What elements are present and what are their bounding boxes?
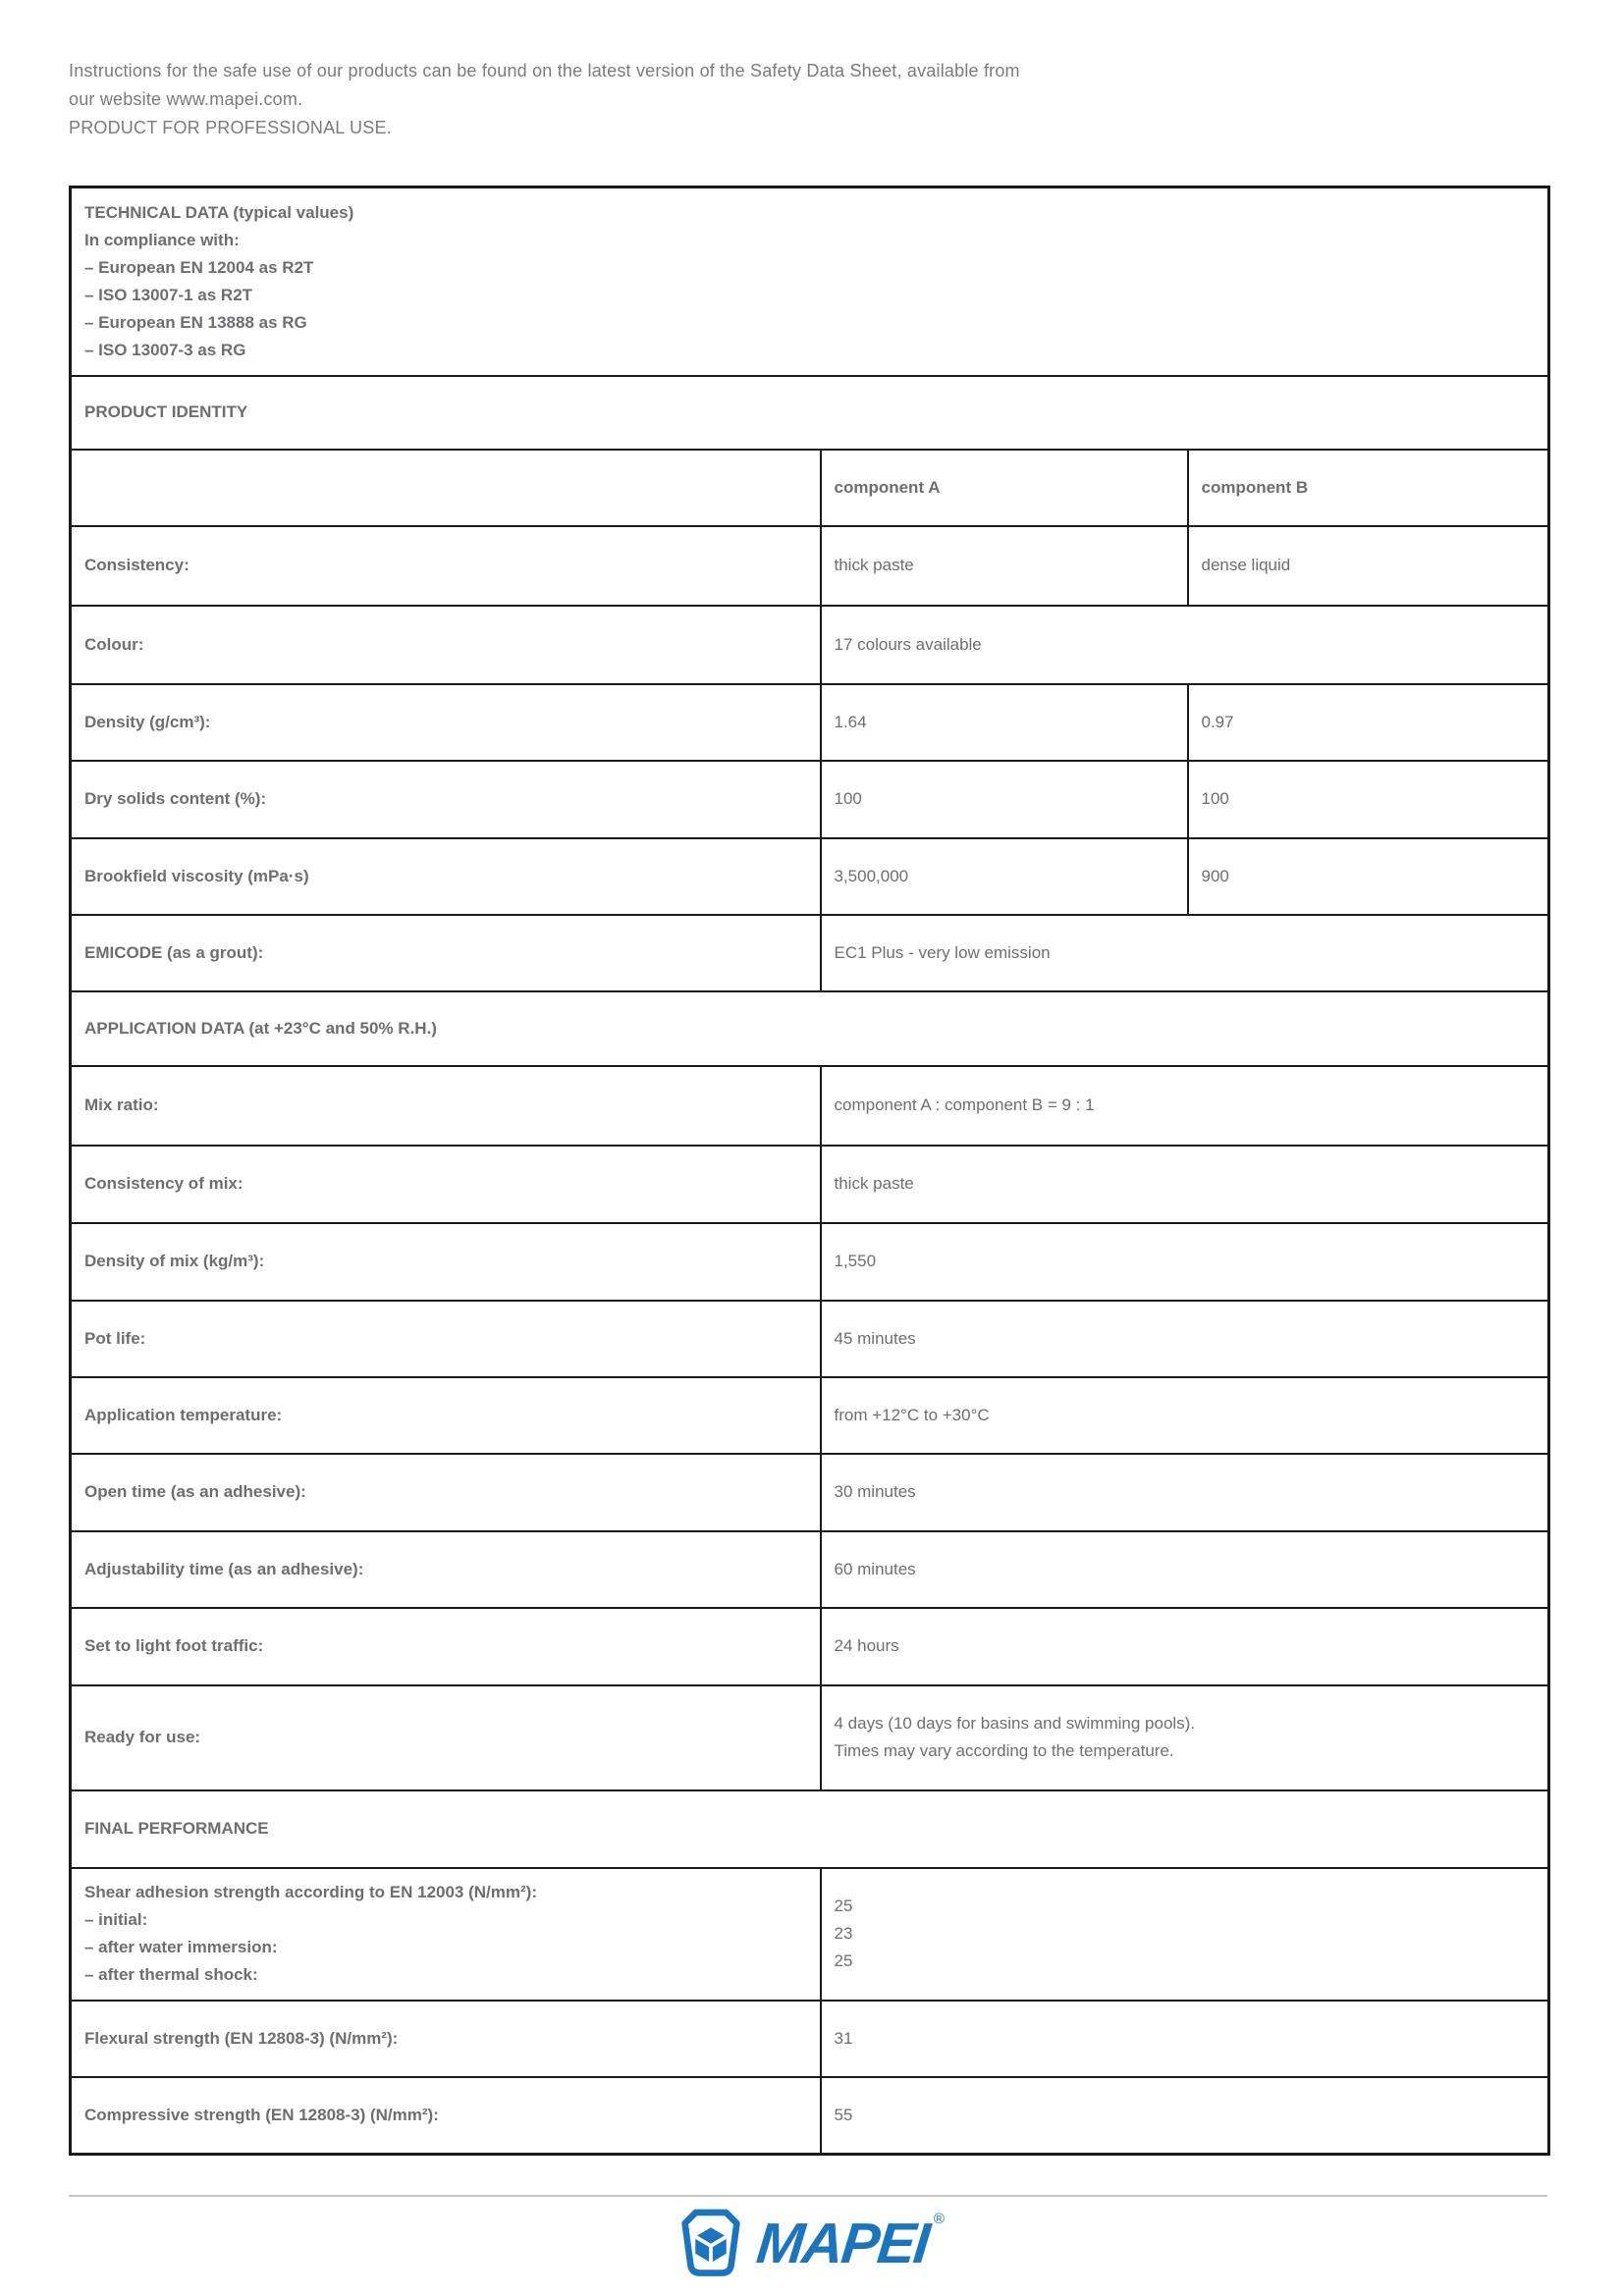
row-value-b: 900 <box>1188 838 1549 915</box>
row-value: EC1 Plus - very low emission <box>821 915 1549 991</box>
table-row-set-to-light-foot-traffic <box>71 1608 1549 1685</box>
table-row-mix-ratio <box>71 1066 1549 1146</box>
row-value <box>821 1868 1549 2001</box>
table-row-dry-solids <box>71 761 1549 838</box>
table-row-application-temperature <box>71 1377 1549 1454</box>
row-label: Consistency of mix: <box>71 1146 821 1223</box>
row-label: Density (g/cm³): <box>71 684 821 761</box>
row-label: Brookfield viscosity (mPa·s) <box>71 838 821 915</box>
row-label: Set to light foot traffic: <box>71 1608 821 1685</box>
table-row-open-time <box>71 1454 1549 1531</box>
row-value: thick paste <box>821 1146 1549 1223</box>
section-header-row <box>71 991 1549 1066</box>
row-label: Pot life: <box>71 1301 821 1377</box>
technical-data-line: – European EN 13888 as RG <box>84 312 307 332</box>
row-value: 60 minutes <box>821 1531 1549 1608</box>
row-label-line: Shear adhesion strength according to EN 12003 (N/mm²): <box>84 1883 537 1901</box>
section-title-application-data: APPLICATION DATA (at +23°C and 50% R.H.) <box>71 991 1549 1066</box>
section-title-product-identity: PRODUCT IDENTITY <box>71 376 1549 450</box>
row-label: Density of mix (kg/m³): <box>71 1223 821 1301</box>
table-row-component-headers <box>71 450 1549 526</box>
row-value-line: 25 <box>834 1951 853 1970</box>
row-value <box>821 1685 1549 1790</box>
technical-data-line: TECHNICAL DATA (typical values) <box>84 202 354 222</box>
table-row-compressive-strength <box>71 2077 1549 2155</box>
row-value-b: dense liquid <box>1188 526 1549 606</box>
row-label <box>71 1868 821 2001</box>
registered-trademark-symbol: ® <box>933 2211 945 2227</box>
row-value-line: Times may vary according to the temperature. <box>834 1741 1174 1760</box>
table-row-density-of-mix <box>71 1223 1549 1301</box>
row-label-line: – initial: <box>84 1910 148 1929</box>
row-label: Consistency: <box>71 526 821 606</box>
row-value-line: 4 days (10 days for basins and swimming pools). <box>834 1714 1196 1733</box>
technical-data-table <box>69 186 1550 2156</box>
row-label: EMICODE (as a grout): <box>71 915 821 991</box>
table-row-colour <box>71 606 1549 684</box>
row-value-a: 1.64 <box>821 684 1188 761</box>
row-value: 45 minutes <box>821 1301 1549 1377</box>
row-value-a: thick paste <box>821 526 1188 606</box>
intro-line: our website www.mapei.com. <box>69 89 303 109</box>
row-value: from +12°C to +30°C <box>821 1377 1549 1454</box>
technical-data-line: – European EN 12004 as R2T <box>84 257 314 277</box>
row-value: 17 colours available <box>821 606 1549 684</box>
section-header-row <box>71 376 1549 450</box>
row-value-b: 100 <box>1188 761 1549 838</box>
intro-line: PRODUCT FOR PROFESSIONAL USE. <box>69 118 392 137</box>
intro-paragraph <box>69 57 1549 142</box>
table-row-shear-adhesion <box>71 1868 1549 2001</box>
footer-divider <box>69 2195 1547 2197</box>
empty-cell <box>71 450 821 526</box>
table-row-pot-life <box>71 1301 1549 1377</box>
row-label: Mix ratio: <box>71 1066 821 1146</box>
table-row-density <box>71 684 1549 761</box>
row-label-line: – after water immersion: <box>84 1938 278 1956</box>
table-row-technical-data <box>71 187 1549 376</box>
table-row-flexural-strength <box>71 2001 1549 2077</box>
row-value-a: 3,500,000 <box>821 838 1188 915</box>
row-value-line: 25 <box>834 1896 853 1915</box>
row-value: 1,550 <box>821 1223 1549 1301</box>
row-value: component A : component B = 9 : 1 <box>821 1066 1549 1146</box>
mapei-bucket-icon <box>678 2207 743 2282</box>
row-label: Ready for use: <box>71 1685 821 1790</box>
technical-data-line: – ISO 13007-3 as RG <box>84 340 246 359</box>
row-label: Flexural strength (EN 12808-3) (N/mm²): <box>71 2001 821 2077</box>
row-label: Application temperature: <box>71 1377 821 1454</box>
mapei-logo <box>0 2205 1623 2283</box>
technical-data-header-cell <box>71 187 1549 376</box>
table-row-consistency <box>71 526 1549 606</box>
row-label: Adjustability time (as an adhesive): <box>71 1531 821 1608</box>
row-label-line: – after thermal shock: <box>84 1965 258 1984</box>
table-row-emicode <box>71 915 1549 991</box>
table-row-ready-for-use <box>71 1685 1549 1790</box>
row-value: 30 minutes <box>821 1454 1549 1531</box>
row-value: 24 hours <box>821 1608 1549 1685</box>
row-label: Colour: <box>71 606 821 684</box>
section-header-row <box>71 1790 1549 1868</box>
row-value: 55 <box>821 2077 1549 2155</box>
table-row-brookfield-viscosity <box>71 838 1549 915</box>
mapei-wordmark: MAPEI <box>753 2212 932 2275</box>
technical-data-line: – ISO 13007-1 as R2T <box>84 285 253 304</box>
row-label: Open time (as an adhesive): <box>71 1454 821 1531</box>
row-value-b: 0.97 <box>1188 684 1549 761</box>
intro-line: Instructions for the safe use of our products can be found on the latest version of the Safety Data Sheet, available from <box>69 61 1020 80</box>
table-row-consistency-of-mix <box>71 1146 1549 1223</box>
section-title-final-performance: FINAL PERFORMANCE <box>71 1790 1549 1868</box>
column-header-component-a: component A <box>821 450 1188 526</box>
row-label: Dry solids content (%): <box>71 761 821 838</box>
technical-data-line: In compliance with: <box>84 230 240 249</box>
column-header-component-b: component B <box>1188 450 1549 526</box>
row-value: 31 <box>821 2001 1549 2077</box>
row-label: Compressive strength (EN 12808-3) (N/mm²): <box>71 2077 821 2155</box>
row-value-line: 23 <box>834 1924 853 1943</box>
table-row-adjustability-time <box>71 1531 1549 1608</box>
row-value-a: 100 <box>821 761 1188 838</box>
